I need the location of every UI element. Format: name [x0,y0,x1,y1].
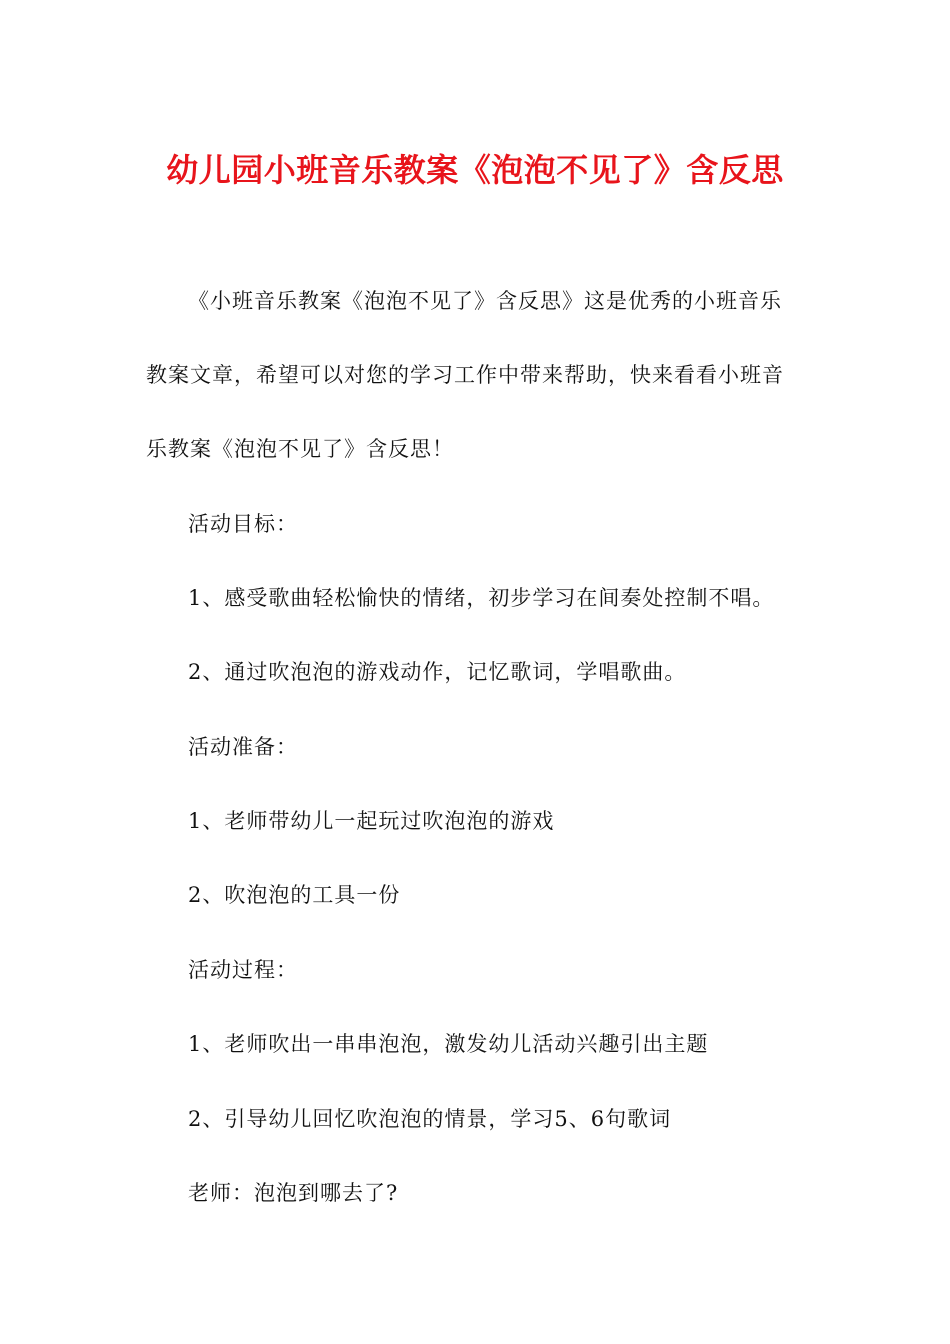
goal-item-2: 2、通过吹泡泡的游戏动作，记忆歌词，学唱歌曲。 [188,660,687,684]
preparation-item-1: 1、老师带幼儿一起玩过吹泡泡的游戏 [188,809,555,833]
intro-line-1: 《小班音乐教案《泡泡不见了》含反思》这是优秀的小班音乐 [188,289,782,313]
document-title: 幼儿园小班音乐教案《泡泡不见了》含反思 [166,151,784,189]
section-heading-goals: 活动目标： [188,512,298,536]
intro-line-3: 乐教案《泡泡不见了》含反思！ [146,437,454,461]
teacher-question: 老师：泡泡到哪去了? [188,1181,399,1205]
section-heading-preparation: 活动准备： [188,735,298,759]
preparation-item-2: 2、吹泡泡的工具一份 [188,883,401,907]
section-heading-process: 活动过程： [188,958,298,982]
intro-line-2: 教案文章，希望可以对您的学习工作中带来帮助，快来看看小班音 [146,363,784,387]
process-item-1: 1、老师吹出一串串泡泡，激发幼儿活动兴趣引出主题 [188,1032,709,1056]
goal-item-1: 1、感受歌曲轻松愉快的情绪，初步学习在间奏处控制不唱。 [188,586,775,610]
process-item-2: 2、引导幼儿回忆吹泡泡的情景，学习5、6句歌词 [188,1107,672,1131]
